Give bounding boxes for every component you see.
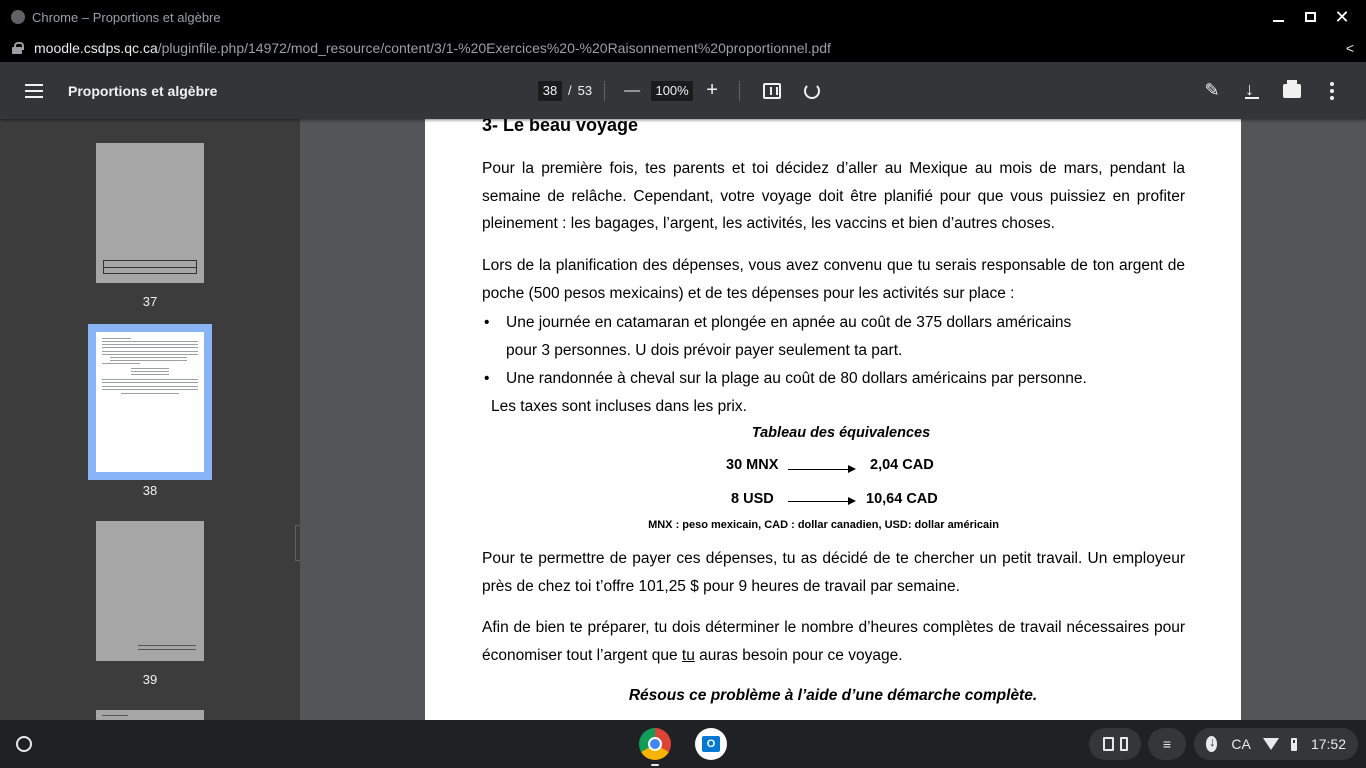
taxes-note: Les taxes sont incluses dans les prix. <box>491 398 747 415</box>
section-heading: 3- Le beau voyage <box>482 119 639 135</box>
list-item-text: Une randonnée à cheval sur la plage au coût de 80 dollars américains par personne. <box>506 370 1087 387</box>
instruction: Résous ce problème à l’aide d’une démarche complète. <box>628 687 1038 704</box>
paragraph-intro: Pour la première fois, tes parents et toi décidez d’aller au Mexique au mois de mars, pendant la semaine de relâche. Cependant, votre voyage doit être planifié pour que vous puissiez en profiter pleinement : les bagages, l’argent, les activités, les vaccins et bien d’autres choses. <box>482 160 1185 232</box>
equivalence-to: 2,04 CAD <box>870 457 934 473</box>
url-host: moodle.csdps.qc.ca <box>34 40 158 56</box>
underlined-word: tu <box>681 646 695 664</box>
zoom-out-button[interactable] <box>617 71 647 111</box>
list-item-text: Une journée en catamaran et plongée en apnée au coût de 375 dollars américains pour 3 personnes. U dois prévoir payer seulement ta part. <box>506 314 1072 359</box>
rotate-button[interactable] <box>792 71 832 111</box>
paragraph-task-end: auras besoin pour ce voyage. <box>694 646 903 664</box>
url-path: /pluginfile.php/14972/mod_resource/content/3/1-%20Exercices%20-%20Raisonnement%20proportionnel.pdf <box>157 40 831 56</box>
plus-icon: + <box>706 79 718 101</box>
menu-icon[interactable] <box>25 84 43 98</box>
chrome-app-icon <box>11 10 25 24</box>
download-button[interactable] <box>1232 71 1272 111</box>
arrow-icon <box>788 469 854 470</box>
thumbnail-sidebar <box>0 119 300 720</box>
chrome-icon <box>639 728 671 760</box>
playlist-icon: ≡ <box>1162 736 1172 752</box>
battery-icon <box>1291 738 1297 751</box>
pdf-toolbar <box>0 62 1366 119</box>
more-options-button[interactable] <box>1312 71 1352 111</box>
document-viewport[interactable] <box>300 119 1366 720</box>
download-icon <box>1245 83 1259 99</box>
page-number-input[interactable]: 38 <box>538 81 562 101</box>
fit-page-button[interactable] <box>752 71 792 111</box>
total-pages: 53 <box>577 83 593 98</box>
os-shelf <box>0 720 1366 768</box>
annotate-button[interactable] <box>1192 71 1232 111</box>
minus-icon: — <box>624 81 641 99</box>
list-item <box>484 365 1146 393</box>
holding-space-tray[interactable] <box>1089 728 1141 760</box>
list-item <box>484 309 1106 365</box>
arrow-icon <box>788 501 854 502</box>
wifi-icon <box>1263 738 1279 750</box>
toolbar-divider <box>604 81 605 101</box>
window-title-bar <box>0 0 1366 34</box>
equivalence-from: 8 USD <box>731 491 774 507</box>
lock-icon <box>12 42 22 54</box>
zoom-input[interactable]: 100% <box>651 81 693 101</box>
share-icon[interactable]: < <box>1345 40 1354 56</box>
bullet-icon: • <box>484 370 490 387</box>
thumbnail-label: 39 <box>142 672 158 687</box>
close-button[interactable]: ✕ <box>1334 6 1350 27</box>
document-icon <box>1103 737 1114 751</box>
keyboard-layout: CA <box>1231 736 1251 752</box>
document-icon <box>1120 737 1128 751</box>
pen-icon: ✎ <box>1204 80 1220 100</box>
fit-page-icon <box>763 83 781 99</box>
clock: 17:52 <box>1310 736 1346 752</box>
address-bar[interactable] <box>0 34 1366 62</box>
status-tray[interactable] <box>1194 728 1358 760</box>
toolbar-divider <box>739 81 740 101</box>
print-icon <box>1283 84 1301 98</box>
bullet-icon: • <box>484 314 490 331</box>
paragraph-planning: Lors de la planification des dépenses, vous avez convenu que tu serais responsable de ton argent de poche (500 pesos mexicains) et de tes dépenses pour les activités sur place : <box>482 257 1185 302</box>
pdf-page <box>425 119 1241 720</box>
launcher-icon[interactable] <box>16 736 32 752</box>
paragraph-task-start: Afin de bien te préparer, tu dois déterminer le nombre d’heures complètes de travail nécessaires pour économiser tout l’argent que <box>482 619 1185 664</box>
paragraph-task <box>482 614 1185 669</box>
page-thumbnail-37[interactable] <box>96 143 204 283</box>
page-thumbnail-39[interactable] <box>96 521 204 661</box>
paragraph-job: Pour te permettre de payer ces dépenses, tu as décidé de te chercher un petit travail. Un employeur près de chez toi t’offre 101,25 $ pour 9 heures de travail par semaine. <box>482 550 1185 595</box>
media-controls-tray[interactable] <box>1148 728 1186 760</box>
rotate-icon <box>804 83 820 99</box>
print-button[interactable] <box>1272 71 1312 111</box>
outlook-icon[interactable]: O <box>695 728 727 760</box>
thumbnail-label: 37 <box>142 294 158 309</box>
window-title: Chrome – Proportions et algèbre <box>32 9 221 25</box>
page-separator: / <box>568 83 572 98</box>
page-thumbnail-38[interactable] <box>96 332 204 472</box>
equivalence-to: 10,64 CAD <box>866 491 938 507</box>
maximize-button[interactable] <box>1294 0 1326 34</box>
equivalence-table-title: Tableau des équivalences <box>751 425 931 441</box>
currency-legend: MNX : peso mexicain, CAD : dollar canadien, USD: dollar américain <box>648 519 999 531</box>
thumbnail-label: 38 <box>142 483 158 498</box>
zoom-in-button[interactable] <box>697 71 727 111</box>
equivalence-from: 30 MNX <box>726 457 779 473</box>
kebab-icon <box>1330 82 1334 100</box>
running-indicator <box>651 764 659 766</box>
shelf-app-chrome[interactable] <box>639 728 671 760</box>
download-status-icon <box>1206 736 1217 752</box>
minimize-button[interactable] <box>1262 0 1294 34</box>
document-title: Proportions et algèbre <box>68 82 218 99</box>
page-thumbnail-40[interactable] <box>96 710 204 720</box>
